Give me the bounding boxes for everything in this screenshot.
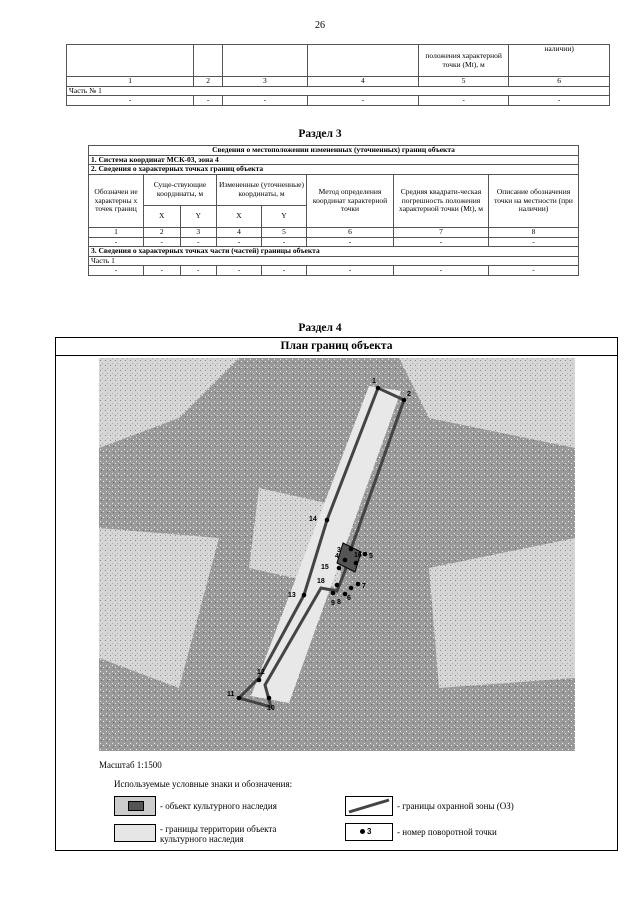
- plan-scale: Масштаб 1:1500: [99, 760, 162, 770]
- plan-title: План границ объекта: [56, 338, 617, 356]
- turning-point-label: 4: [335, 553, 339, 560]
- turning-point-12: [257, 678, 262, 683]
- plan-frame: [55, 337, 618, 851]
- turning-point-2: [402, 398, 407, 403]
- table-top-header-2: [194, 45, 223, 77]
- turning-point-7: [356, 582, 361, 587]
- legend-point-label: - номер поворотной точки: [397, 827, 497, 837]
- turning-point-14: [325, 518, 330, 523]
- table-top-num: 5: [419, 77, 509, 87]
- col-point: Обозначен ие характерны х точек границ: [89, 174, 144, 227]
- section3-title: Раздел 3: [298, 128, 342, 140]
- s3-cell: -: [180, 266, 217, 276]
- s3-num: 2: [144, 227, 181, 237]
- s3-cell: -: [489, 237, 579, 247]
- legend-title: Используемые условные знаки и обозначения:: [114, 779, 293, 789]
- col-y: Y: [180, 205, 217, 227]
- section3-row2: 2. Сведения о характерных точках границ объекта: [89, 165, 579, 175]
- col-desc: Описание обозначения точки на местности (при наличии): [489, 174, 579, 227]
- table-top-header-5: положения характерной точки (Mt), м: [419, 45, 509, 77]
- table-top-cell: -: [222, 96, 307, 106]
- table-top-header-1: [67, 45, 194, 77]
- legend-territory-swatch: [114, 824, 156, 842]
- s3-cell: -: [217, 237, 262, 247]
- legend-heritage-swatch: [114, 796, 156, 816]
- s3-cell: -: [144, 237, 181, 247]
- s3-num: 8: [489, 227, 579, 237]
- s3-num: 3: [180, 227, 217, 237]
- section3-table: [88, 145, 579, 276]
- s3-cell: -: [180, 237, 217, 247]
- turning-point-label: 13: [288, 592, 296, 599]
- turning-point-8: [343, 592, 348, 597]
- col-x2: X: [217, 205, 262, 227]
- col-error: Средняя квадрати-ческая погрешность положения характерной точки (Mt), м: [394, 174, 489, 227]
- turning-point-label: 18: [317, 578, 325, 585]
- turning-point-label: 16: [354, 552, 362, 559]
- table-top: [66, 44, 610, 106]
- turning-point-label: 1: [372, 378, 376, 385]
- table-top-header-3: [222, 45, 307, 77]
- turning-point-15: [337, 566, 342, 571]
- legend-zone-label: - границы охранной зоны (ОЗ): [397, 801, 514, 811]
- s3-num: 1: [89, 227, 144, 237]
- turning-point-1: [376, 386, 381, 391]
- s3-num: 6: [307, 227, 394, 237]
- turning-point-label: 12: [257, 669, 265, 676]
- turning-point-5: [363, 552, 368, 557]
- turning-point-label: 5: [369, 553, 373, 560]
- legend-point-swatch: [345, 823, 393, 841]
- s3-cell: -: [394, 237, 489, 247]
- turning-point-label: 6: [347, 595, 351, 602]
- table-top-num: 4: [307, 77, 418, 87]
- turning-point-label: 11: [227, 691, 235, 698]
- s3-cell: -: [89, 266, 144, 276]
- table-top-header-4: [307, 45, 418, 77]
- section3-caption: Сведения о местоположении измененных (уточненных) границ объекта: [89, 146, 579, 156]
- legend-point-sample: 3: [367, 827, 372, 836]
- section3-row1: 1. Система координат МСК-03, зона 4: [89, 155, 579, 165]
- table-top-header-6: наличии): [509, 45, 610, 77]
- s3-cell: -: [261, 266, 306, 276]
- s3-cell: -: [394, 266, 489, 276]
- plan-map-svg: [99, 358, 575, 751]
- table-top-cell: -: [194, 96, 223, 106]
- s3-cell: -: [89, 237, 144, 247]
- s3-num: 7: [394, 227, 489, 237]
- turning-point-16: [354, 561, 359, 566]
- table-top-num: 6: [509, 77, 610, 87]
- turning-point-label: 7: [362, 583, 366, 590]
- col-exist: Суще-ствующие координаты, м: [144, 174, 217, 205]
- turning-point-13: [302, 593, 307, 598]
- section3-part: Часть 1: [89, 256, 579, 266]
- table-top-num: 1: [67, 77, 194, 87]
- s3-num: 5: [261, 227, 306, 237]
- section4-title: Раздел 4: [298, 322, 342, 334]
- turning-point-label: 3: [337, 547, 341, 554]
- table-top-num: 3: [222, 77, 307, 87]
- table-top-cell: -: [67, 96, 194, 106]
- turning-point-label: 15: [321, 564, 329, 571]
- turning-point-4: [343, 558, 348, 563]
- turning-point-11: [237, 696, 242, 701]
- section3-row3: 3. Сведения о характерных точках части (частей) границы объекта: [89, 247, 579, 257]
- s3-cell: -: [217, 266, 262, 276]
- turning-point-label: 10: [267, 705, 275, 712]
- legend-territory-label: - границы территории объекта культурного наследия: [160, 824, 277, 844]
- col-y2: Y: [261, 205, 306, 227]
- legend-zone-swatch: [345, 796, 393, 816]
- col-x: X: [144, 205, 181, 227]
- s3-cell: -: [261, 237, 306, 247]
- col-changed: Измененные (уточненные) координаты, м: [217, 174, 307, 205]
- table-top-cell: -: [509, 96, 610, 106]
- turning-point-label: 9: [331, 600, 335, 607]
- turning-point-10: [267, 696, 272, 701]
- turning-point-6: [349, 586, 354, 591]
- s3-cell: -: [307, 266, 394, 276]
- table-top-part: Часть № 1: [67, 86, 610, 96]
- s3-num: 4: [217, 227, 262, 237]
- s3-cell: -: [307, 237, 394, 247]
- turning-point-18: [335, 583, 340, 588]
- turning-point-9: [331, 591, 336, 596]
- turning-point-label: 8: [337, 599, 341, 606]
- turning-point-label: 2: [407, 391, 411, 398]
- plan-map: [99, 358, 575, 751]
- s3-cell: -: [489, 266, 579, 276]
- legend-heritage-label: - объект культурного наследия: [160, 801, 277, 811]
- table-top-cell: -: [419, 96, 509, 106]
- s3-cell: -: [144, 266, 181, 276]
- turning-point-3: [349, 547, 354, 552]
- table-top-num: 2: [194, 77, 223, 87]
- page-number: 26: [315, 20, 325, 31]
- table-top-cell: -: [307, 96, 418, 106]
- col-method: Метод определения координат характерной точки: [307, 174, 394, 227]
- turning-point-label: 14: [309, 516, 317, 523]
